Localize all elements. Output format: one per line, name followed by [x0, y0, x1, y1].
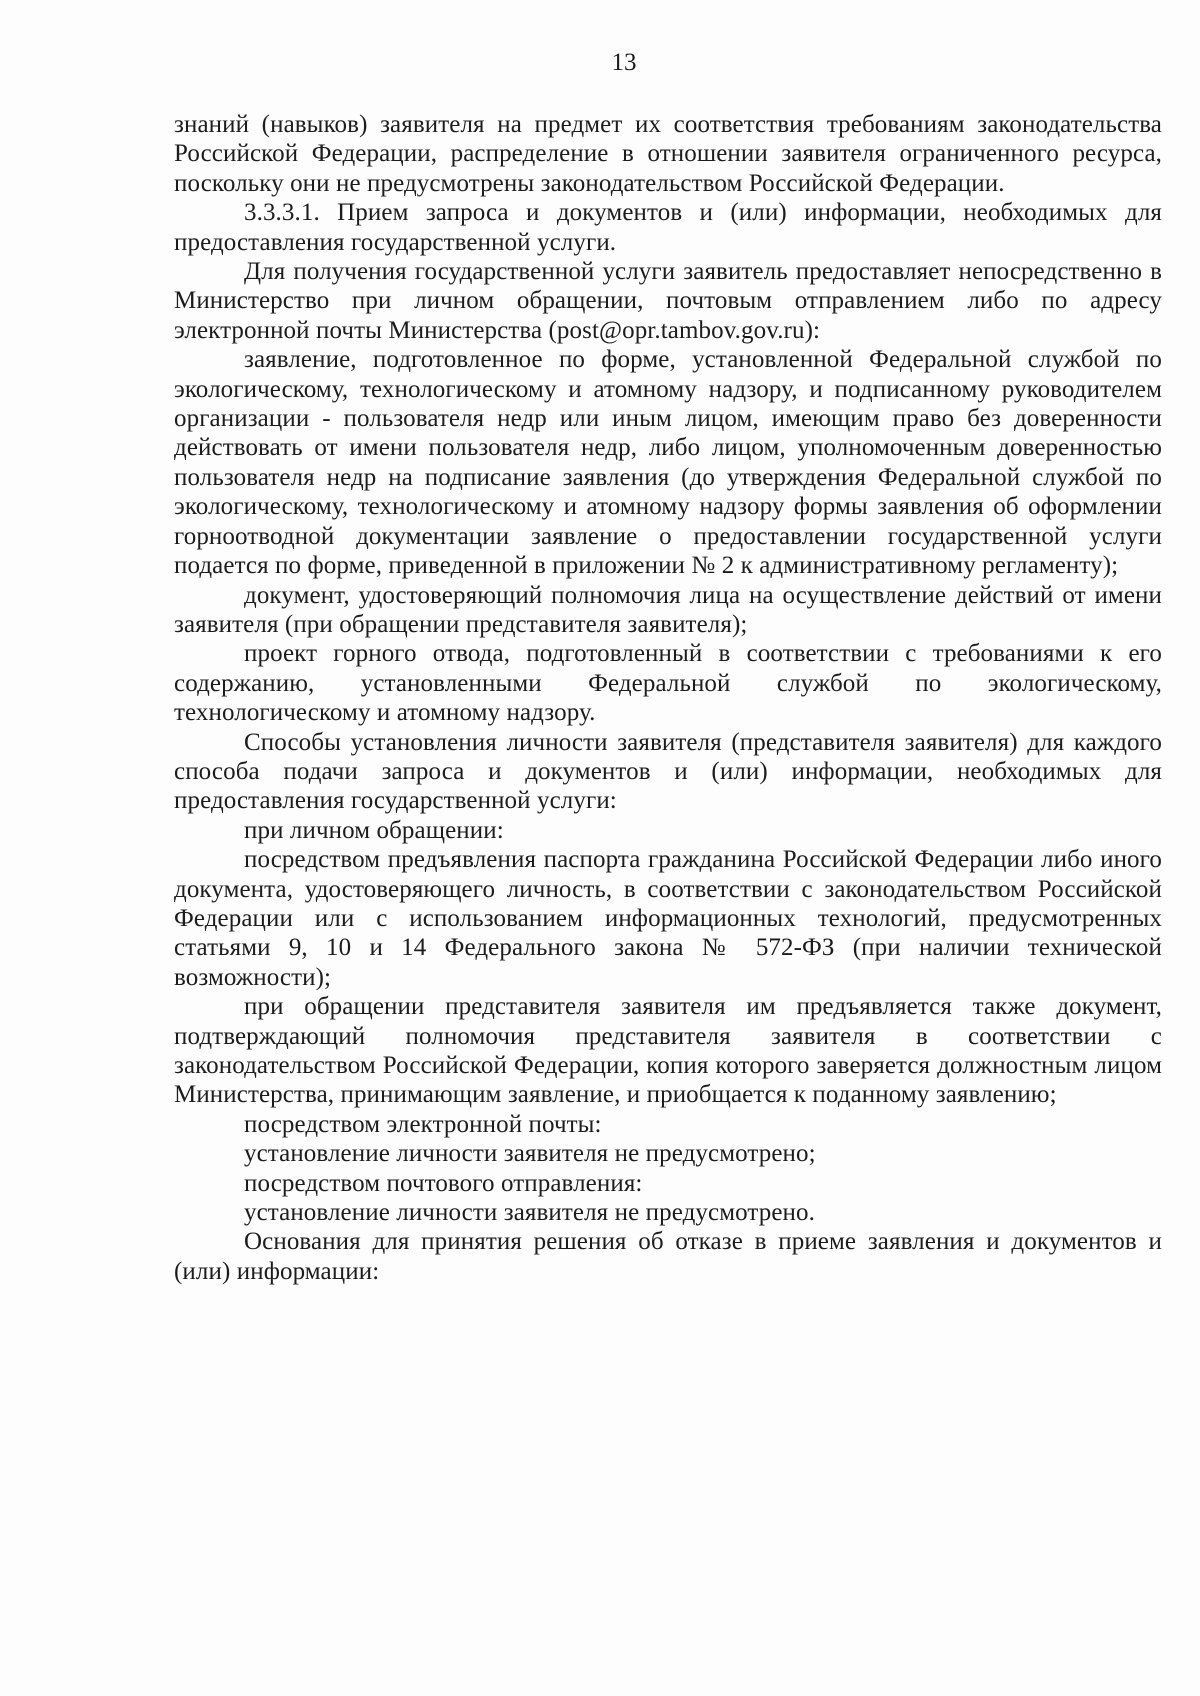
paragraph-list-item: установление личности заявителя не предусмотрено; — [244, 1140, 816, 1168]
paragraph: Способы установления личности заявителя (представителя заявителя) для каждого способа подачи запроса и документов и (или) информации, необходимых для предоставления государственной услуги: — [174, 728, 1162, 815]
paragraph-continuation: знаний (навыков) заявителя на предмет их соответствия требованиям законодательства Российской Федерации, распределение в отношении заявителя ограниченного ресурса, поскольку они не предусмотрены законодательством Российской Федерации. — [174, 111, 1162, 197]
paragraph-list-item: посредством почтового отправления: — [244, 1169, 643, 1197]
page-number: 13 — [611, 49, 637, 76]
paragraph-list-item: установление личности заявителя не предусмотрено. — [244, 1199, 815, 1227]
paragraph-list-item: посредством электронной почты: — [244, 1110, 602, 1138]
paragraph-list-item: посредством предъявления паспорта гражданина Российской Федерации либо иного документа, удостоверяющего личность, в соответствии с законодательством Российской Федерации или с использованием информационных технологий, предусмотренных статьями 9, 10 и 14 Федерального закона № 572-ФЗ (при наличии технической возможности); — [174, 846, 1162, 991]
paragraph: Для получения государственной услуги заявитель предоставляет непосредственно в Министерство при личном обращении, почтовым отправлением либо по адресу электронной почты Министерства (post@opr.tambov.gov.ru): — [174, 258, 1162, 344]
paragraph-list-item: проект горного отвода, подготовленный в соответствии с требованиями к его содержанию, установленными Федеральной службой по экологическому, технологическому и атомному надзору. — [174, 640, 1162, 727]
paragraph-list-item: при обращении представителя заявителя им предъявляется также документ, подтверждающий полномочия представителя заявителя в соответствии с законодательством Российской Федерации, копия которого заверяется должностным лицом Министерства, принимающим заявление, и приобщается к поданному заявлению; — [174, 993, 1162, 1109]
paragraph-list-item: заявление, подготовленное по форме, установленной Федеральной службой по экологическому, технологическому и атомному надзору, и подписанному руководителем организации - пользователя недр или иным лицом, имеющим право без доверенности действовать от имени пользователя недр, либо лицом, уполномоченным доверенностью пользователя недр на подписание заявления (до утверждения Федеральной службой по экологическому, технологическому и атомному надзору формы заявления об оформлении горноотводной документации заявление о предоставлении государственной услуги подается по форме, приведенной в приложении № 2 к административному регламенту); — [174, 346, 1162, 580]
paragraph-section-heading: 3.3.3.1. Прием запроса и документов и (или) информации, необходимых для предоставления государственной услуги. — [174, 199, 1162, 256]
paragraph-list-item: документ, удостоверяющий полномочия лица на осуществление действий от имени заявителя (при обращении представителя заявителя); — [174, 581, 1162, 638]
paragraph-list-item: при личном обращении: — [244, 816, 504, 844]
paragraph: Основания для принятия решения об отказе в приеме заявления и документов и (или) информации: — [174, 1228, 1162, 1285]
document-body — [174, 110, 1162, 1286]
